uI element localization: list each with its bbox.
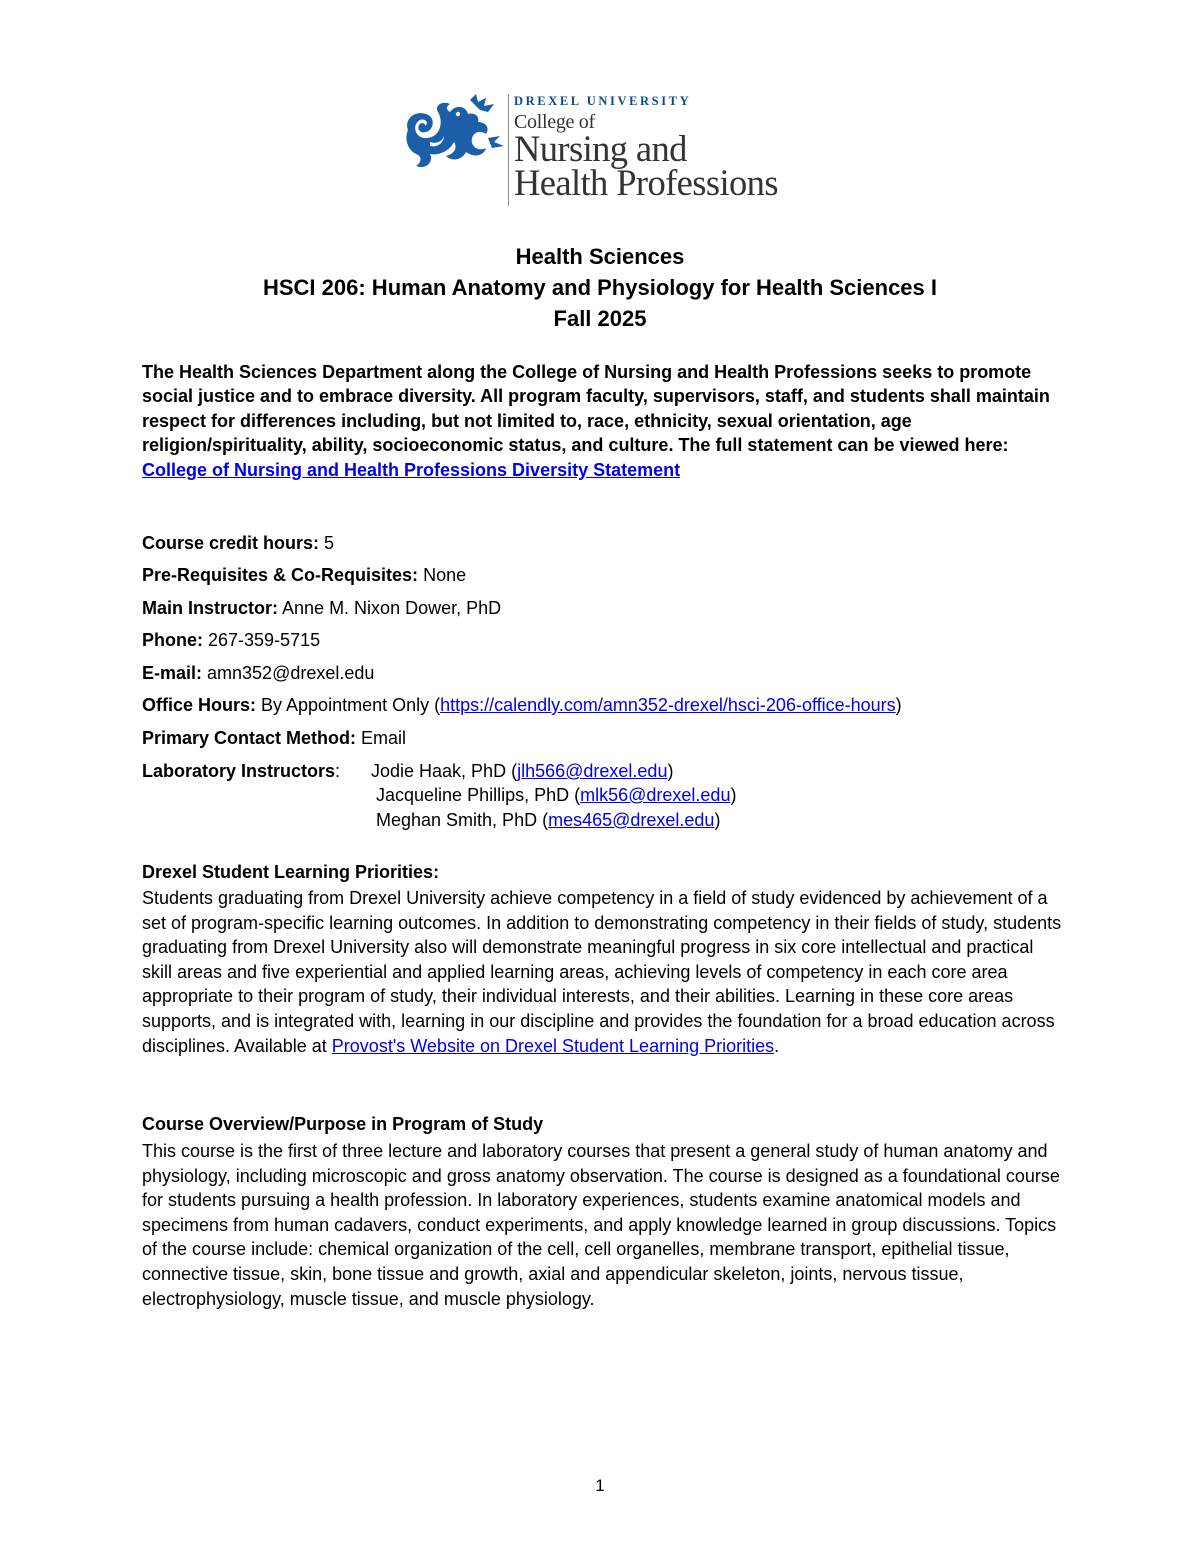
lab-instructor-close: ) — [667, 761, 674, 781]
diversity-text: The Health Sciences Department along the College of Nursing and Health Professions seeks to promote social justice and to embrace diversity. All program faculty, supervisors, staff, and students shall maintain respect for differences including, but not limited to, race, ethnicity, sexual orientation, age religion/spirituality, ability, socioeconomic status, and culture. The full statement can be viewed here: — [142, 362, 1050, 456]
priorities-heading: Drexel Student Learning Priorities: — [142, 862, 440, 882]
logo-divider — [508, 94, 509, 206]
instructor-row — [142, 597, 501, 619]
prereq-value: None — [418, 565, 467, 585]
priorities-text: Students graduating from Drexel University achieve competency in a field of study evidenced by achievement of a set of program-specific learning outcomes. In addition to demonstrating competency in their fields of study, students graduating from Drexel University also will demonstrate meaningful progress in six core intellectual and practical skill areas and five experiential and applied learning areas, achieving levels of competency in each core area appropriate to their program of study, their individual interests, and their abilities. Learning in these core areas supports, and is integrated with, learning in our discipline and provides the foundation for a broad education across disciplines. Available at — [142, 888, 1062, 1056]
phone-row — [142, 629, 320, 651]
term-title: Fall 2025 — [553, 306, 647, 331]
lab-instructors-row — [142, 760, 340, 782]
provost-priorities-link[interactable]: Provost's Website on Drexel Student Learning Priorities — [331, 1035, 775, 1056]
priorities-paragraph — [142, 886, 1062, 1058]
lab-instructors-label: Laboratory Instructors — [142, 761, 336, 781]
lab-instructor-item — [371, 760, 673, 782]
phone-value: 267-359-5715 — [203, 630, 321, 650]
lab-instructor-close: ) — [730, 785, 737, 805]
lab-instructor-item — [376, 809, 720, 831]
credit-hours-value: 5 — [319, 533, 335, 553]
course-title: HSCI 206: Human Anatomy and Physiology for Health Sciences I — [262, 275, 938, 300]
lab-instructor-name: Meghan Smith, PhD ( — [376, 810, 549, 830]
lab-instructor-name: Jacqueline Phillips, PhD ( — [376, 785, 581, 805]
page-number: 1 — [595, 1476, 605, 1495]
lab-instructors-colon: : — [335, 761, 341, 781]
lab-instructor-email-link[interactable]: jlh566@drexel.edu — [517, 761, 668, 781]
lab-instructor-close: ) — [714, 810, 721, 830]
contact-method-row — [142, 727, 406, 749]
contact-method-value: Email — [356, 728, 407, 748]
phone-label: Phone: — [142, 630, 203, 650]
prereq-row — [142, 564, 466, 586]
lab-instructor-name: Jodie Haak, PhD ( — [371, 761, 518, 781]
dragon-logo-icon — [400, 92, 505, 172]
instructor-value: Anne M. Nixon Dower, PhD — [278, 598, 502, 618]
credit-hours-row — [142, 532, 334, 554]
logo-college-of: College of — [514, 111, 595, 133]
logo-line1: Nursing and — [514, 128, 687, 169]
overview-paragraph: This course is the first of three lecture and laboratory courses that present a general study of human anatomy and physiology, including microscopic and gross anatomy observation. The course is designed as a foundational course for students pursuing a health profession. In laboratory experiences, students examine anatomical models and specimens from human cadavers, conduct experiments, and apply knowledge learned in group discussions. Topics of the course include: chemical organization of the cell, cell organelles, membrane transport, epithelial tissue, connective tissue, skin, bone tissue and growth, axial and appendicular skeleton, joints, nervous tissue, electrophysiology, muscle tissue, and muscle physiology. — [142, 1141, 1060, 1309]
lab-instructor-email-link[interactable]: mes465@drexel.edu — [548, 810, 715, 830]
credit-hours-label: Course credit hours: — [142, 533, 320, 553]
overview-heading: Course Overview/Purpose in Program of Study — [142, 1114, 544, 1134]
diversity-statement — [142, 360, 1062, 482]
prereq-label: Pre-Requisites & Co-Requisites: — [142, 565, 419, 585]
college-logo — [514, 94, 778, 203]
calendly-link[interactable]: https://calendly.com/amn352-drexel/hsci-206-office-hours — [440, 695, 896, 715]
instructor-label: Main Instructor: — [142, 598, 279, 618]
priorities-end: . — [774, 1035, 780, 1056]
office-hours-row — [142, 694, 902, 716]
email-value: amn352@drexel.edu — [202, 663, 375, 683]
diversity-statement-link[interactable]: College of Nursing and Health Professions Diversity Statement — [142, 459, 681, 480]
lab-instructor-email-link[interactable]: mlk56@drexel.edu — [580, 785, 731, 805]
logo-line2: Health Professions — [514, 162, 778, 203]
logo-university: DREXEL UNIVERSITY — [514, 94, 692, 108]
email-row — [142, 662, 374, 684]
lab-instructor-item — [376, 784, 736, 806]
email-label: E-mail: — [142, 663, 203, 683]
office-hours-close: ) — [895, 695, 902, 715]
office-hours-value: By Appointment Only ( — [256, 695, 441, 715]
office-hours-label: Office Hours: — [142, 695, 257, 715]
department-title: Health Sciences — [515, 244, 685, 269]
contact-method-label: Primary Contact Method: — [142, 728, 357, 748]
